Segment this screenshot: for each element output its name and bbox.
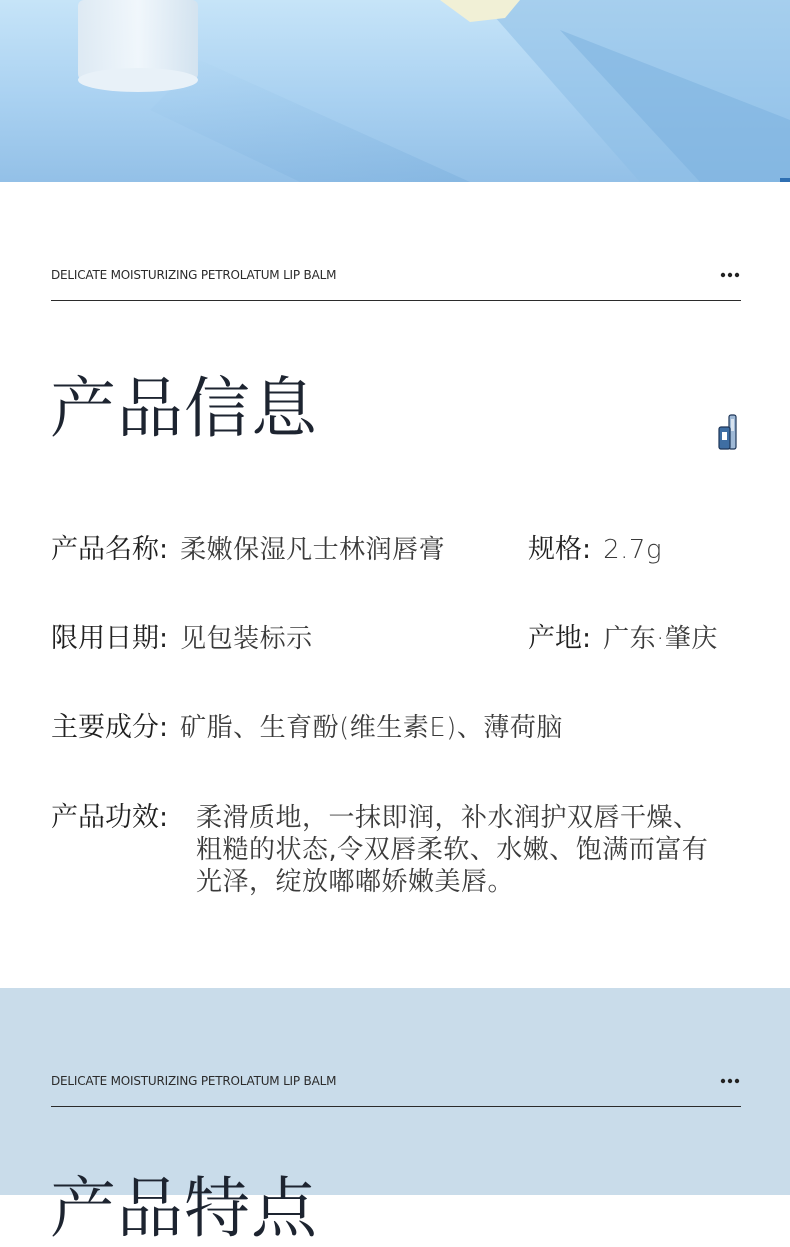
- product-name-label: 产品名称:: [51, 534, 169, 565]
- lip-balm-stick-icon: [716, 413, 740, 451]
- spec-label: 规格:: [528, 534, 592, 565]
- origin-label: 产地:: [528, 623, 592, 654]
- section-tagline: DELICATE MOISTURIZING PETROLATUM LIP BALM: [51, 268, 337, 282]
- ingredient-label: 主要成分:: [51, 712, 169, 743]
- effect-value: 柔滑质地，一抹即润，补水润护双唇干燥、 粗糙的状态,令双唇柔软、水嫩、饱满而富有 光泽，绽放嘟嘟娇嫩美唇。: [196, 803, 709, 897]
- product-name-value: 柔嫩保湿凡士林润唇膏: [180, 535, 446, 565]
- info-row-ingredients: [51, 712, 563, 744]
- section-title: 产品特点: [50, 1170, 318, 1247]
- ingredient-value: 矿脂、生育酚(维生素E)、薄荷脑: [180, 713, 563, 743]
- section-divider: [51, 300, 741, 301]
- section-tagline: DELICATE MOISTURIZING PETROLATUM LIP BALM: [51, 1074, 337, 1088]
- more-dots-icon[interactable]: [720, 1078, 740, 1084]
- date-label: 限用日期:: [51, 623, 169, 654]
- info-row-origin: [528, 623, 718, 655]
- info-row-date: [51, 623, 313, 655]
- more-dots-icon[interactable]: [720, 272, 740, 278]
- product-features-section: [0, 988, 790, 1247]
- hero-photo-illustration: [0, 0, 790, 182]
- section-divider: [51, 1106, 741, 1107]
- page-title: 产品信息: [50, 370, 318, 447]
- info-row-name: [51, 534, 445, 566]
- date-value: 见包装标示: [180, 624, 313, 654]
- info-row-spec: [528, 534, 662, 566]
- origin-value: 广东·肇庆: [603, 624, 718, 654]
- effect-label: 产品功效:: [51, 802, 169, 833]
- hero-product-photo: [0, 0, 790, 182]
- product-info-section: [0, 182, 790, 988]
- spec-value: 2.7g: [603, 535, 663, 565]
